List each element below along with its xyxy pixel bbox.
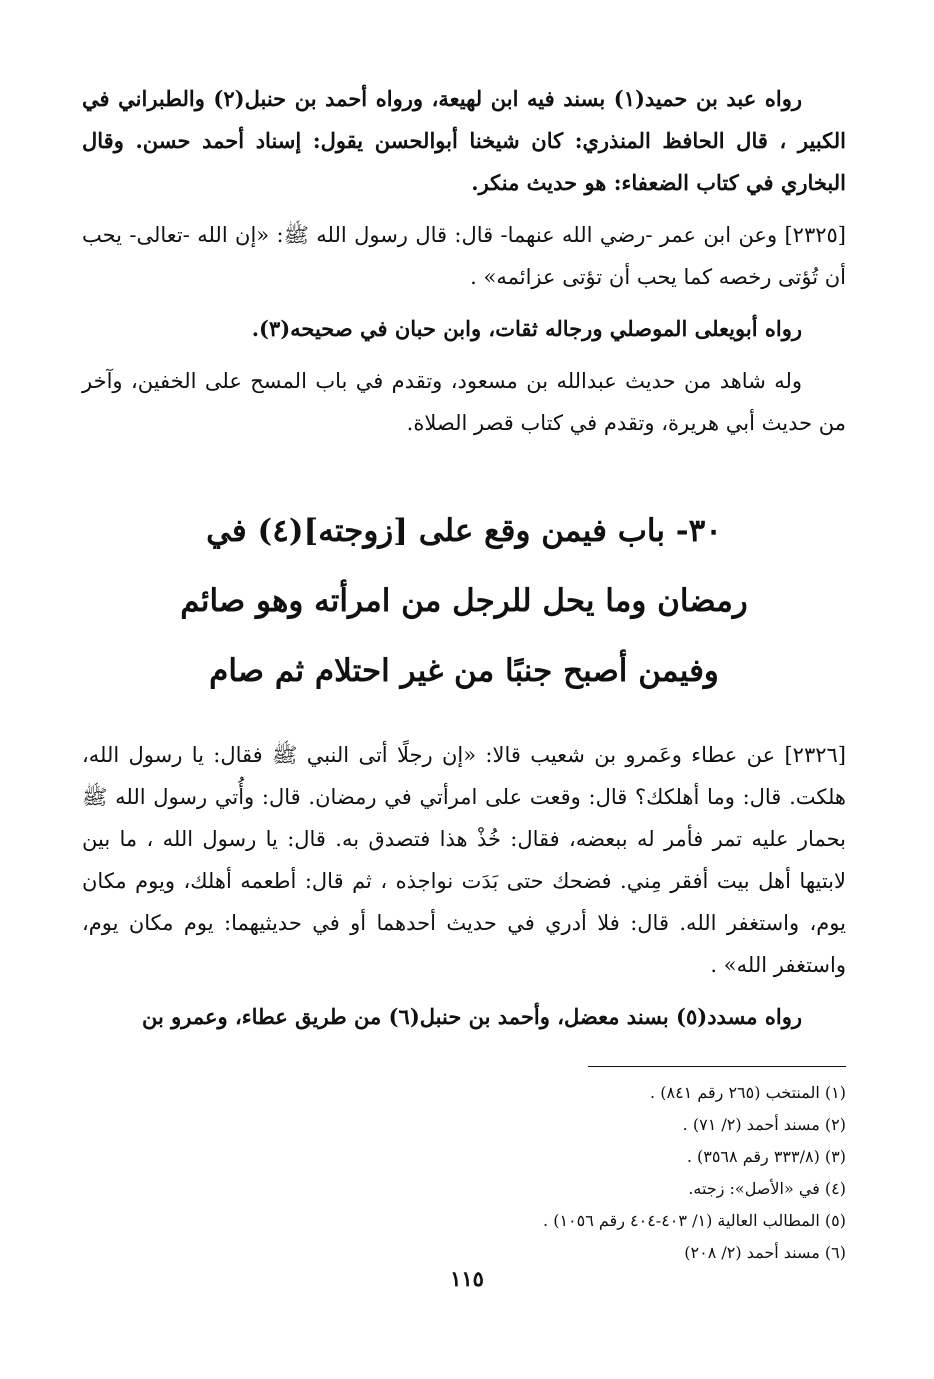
footnote-3: (٣) (٣٣٣/٨ رقم ٣٥٦٨) . [686, 1147, 846, 1166]
footnote-4: (٤) في «الأصل»: زجته. [688, 1179, 846, 1198]
hadith-2326: [٢٣٢٦] عن عطاء وعَمرو بن شعيب قالا: «إن رجلًا أتى النبي ﷺ فقال: يا رسول الله، هلكت. قال: وما أهلكك؟ قال: وقعت على امرأتي في رمضان. قال: وأُتي رسول الله ﷺ بحمار عليه تمر فأمر له ببعضه، فقال: خُذْ هذا فتصدق به. قال: يا رسول الله ، ما بين لابتيها أهل بيت أفقر مِني. فضحك حتى بَدَت نواجذه ، ثم قال: أطعمه أهلك، ويوم مكان يوم، واستغفر الله. قال: فلا أدري في حديث أحدهما أو في حديثيهما: يوم مكان يوم، واستغفر الله» . [82, 743, 846, 977]
hadith-2325: [٢٣٢٥] وعن ابن عمر -رضي الله عنهما- قال: قال رسول الله ﷺ: «إن الله -تعالى- يحب أن تُؤتى رخصه كما يحب أن تؤتى عزائمه» . [82, 223, 846, 289]
footnotes [82, 1077, 846, 1269]
narration-paragraph-1: رواه عبد بن حميد(١) بسند فيه ابن لهيعة، ورواه أحمد بن حنبل(٢) والطبراني في الكبير ، قال الحافظ المنذري: كان شيخنا أبوالحسن يقول: إسناد أحمد حسن. وقال البخاري في كتاب الضعفاء: هو حديث منكر. [82, 86, 846, 195]
page-number: ١١٥ [450, 1266, 484, 1291]
narration-paragraph-2: رواه أبويعلى الموصلي ورجاله ثقات، وابن حبان في صحيحه(٣). [251, 316, 802, 341]
chapter-heading-line-1: ٣٠- باب فيمن وقع على [زوجته](٤) في [206, 513, 722, 549]
footnote-separator [588, 1066, 846, 1067]
footnote-2: (٢) مسند أحمد (٢/ ٧١) . [682, 1115, 846, 1134]
supporting-note-paragraph: وله شاهد من حديث عبدالله بن مسعود، وتقدم في باب المسح على الخفين، وآخر من حديث أبي هريرة، وتقدم في كتاب قصر الصلاة. [82, 369, 846, 435]
footnote-1: (١) المنتخب (٢٦٥ رقم ٨٤١) . [650, 1083, 846, 1102]
footnote-5: (٥) المطالب العالية (١/ ٤٠٣-٤٠٤ رقم ١٠٥٦) . [543, 1211, 846, 1230]
chapter-heading-line-2: رمضان وما يحل للرجل من امرأته وهو صائم [180, 583, 748, 619]
narration-paragraph-3: رواه مسدد(٥) بسند معضل، وأحمد بن حنبل(٦) من طريق عطاء، وعمرو بن [141, 1004, 802, 1029]
chapter-heading-line-3: وفيمن أصبح جنبًا من غير احتلام ثم صام [209, 653, 719, 689]
chapter-heading [82, 496, 846, 706]
footnote-6: (٦) مسند أحمد (٢/ ٢٠٨) [684, 1243, 846, 1262]
